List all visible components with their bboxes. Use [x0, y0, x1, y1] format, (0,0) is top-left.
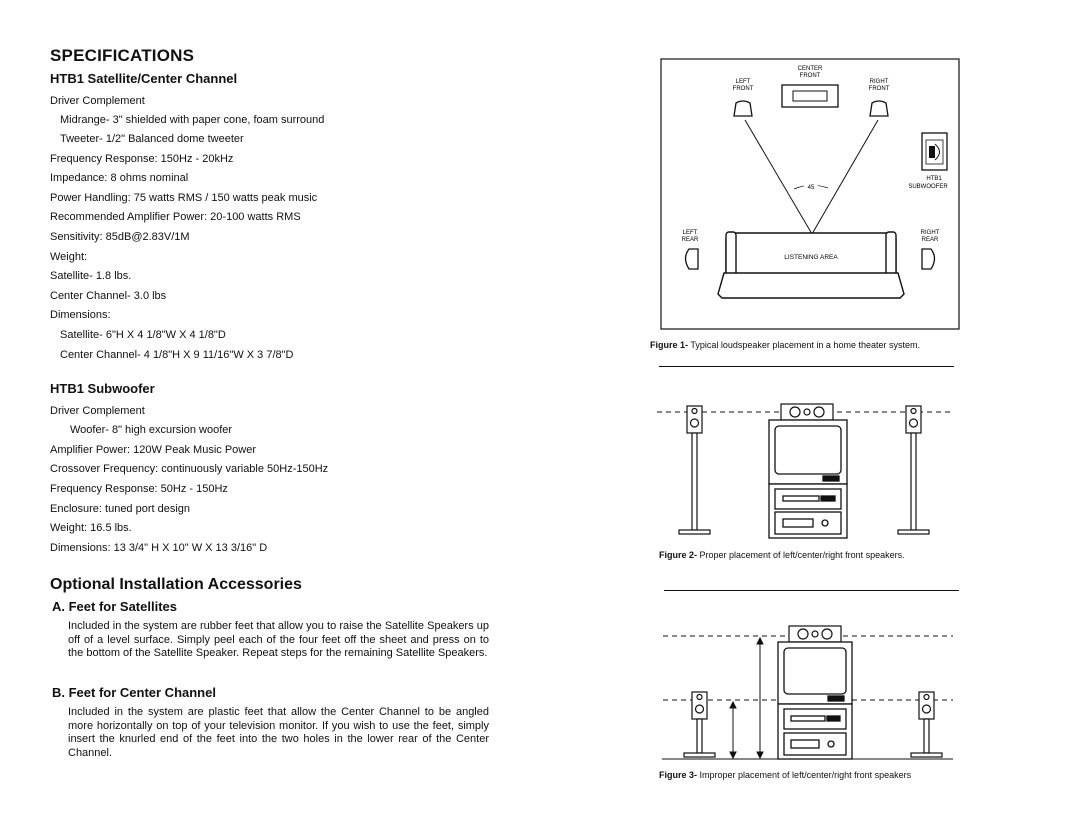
- height-arrows-icon: [730, 638, 763, 758]
- satellite-heading: HTB1 Satellite/Center Channel: [50, 71, 238, 86]
- spec-line: Woofer- 8" high excursion woofer: [70, 424, 233, 436]
- spec-line: Amplifier Power: 120W Peak Music Power: [50, 444, 257, 456]
- subwoofer-label-1: HTB1: [926, 176, 942, 182]
- left-rear-label-2: REAR: [681, 237, 699, 243]
- accessories-heading: Optional Installation Accessories: [50, 576, 302, 593]
- av-cabinet-icon: [769, 484, 847, 538]
- figure-1-caption: Figure 1- Typical loudspeaker placement in a home theater system.: [650, 340, 920, 350]
- center-speaker-icon: [789, 626, 841, 642]
- left-rear-label-1: LEFT: [682, 230, 698, 236]
- right-rear-label-1: RIGHT: [920, 230, 940, 236]
- television-icon: [778, 642, 852, 704]
- spec-line: Midrange- 3" shielded with paper cone, foam surround: [60, 114, 325, 126]
- right-speaker-stand-icon: [911, 692, 942, 757]
- spec-line: Tweeter- 1/2" Balanced dome tweeter: [60, 133, 244, 145]
- spec-line: Dimensions: 13 3/4" H X 10" W X 13 3/16" D: [50, 542, 268, 554]
- spec-line: Driver Complement: [50, 405, 145, 417]
- figure-1-diagram: [660, 58, 960, 330]
- feet-satellites-heading: A. Feet for Satellites: [52, 599, 177, 614]
- listening-area-label: LISTENING AREA: [784, 254, 838, 261]
- feet-satellites-text: Included in the system are rubber feet that allow you to raise the Satellite Speakers up off of a level surface. Simply peel each of the four feet off the sheet and press on to the bottom of the Satellite Speaker. Repeat steps for the remaining Satellite Speakers.: [68, 620, 489, 660]
- left-front-label-2: FRONT: [732, 86, 754, 92]
- divider: [664, 590, 959, 591]
- figure-3-caption: Figure 3- Improper placement of left/center/right front speakers: [659, 770, 912, 780]
- left-speaker-stand-icon: [679, 406, 710, 534]
- spec-line: Dimensions:: [50, 309, 111, 321]
- figure-2-caption: Figure 2- Proper placement of left/center/right front speakers.: [659, 550, 905, 560]
- left-speaker-stand-icon: [684, 692, 715, 757]
- subwoofer-label-2: SUBWOOFER: [908, 184, 948, 190]
- television-icon: [769, 420, 847, 484]
- spec-line: Center Channel- 4 1/8"H X 9 11/16"W X 3 7/8"D: [60, 349, 294, 361]
- center-label-2: FRONT: [799, 73, 821, 79]
- spec-line: Satellite- 1.8 lbs.: [50, 270, 132, 282]
- center-label-1: CENTER: [797, 66, 823, 72]
- spec-line: Frequency Response: 150Hz - 20kHz: [50, 153, 234, 165]
- spec-line: Frequency Response: 50Hz - 150Hz: [50, 483, 228, 495]
- spec-line: Sensitivity: 85dB@2.83V/1M: [50, 231, 190, 243]
- page-title: SPECIFICATIONS: [50, 46, 195, 65]
- subwoofer-heading: HTB1 Subwoofer: [50, 381, 155, 396]
- spec-line: Power Handling: 75 watts RMS / 150 watts peak music: [50, 192, 318, 204]
- right-front-label-1: RIGHT: [869, 79, 889, 85]
- spec-line: Weight: 16.5 lbs.: [50, 522, 132, 534]
- right-speaker-stand-icon: [898, 406, 929, 534]
- figure-2-diagram: [655, 400, 955, 542]
- feet-center-heading: B. Feet for Center Channel: [52, 685, 216, 700]
- spec-line: Crossover Frequency: continuously variable 50Hz-150Hz: [50, 463, 329, 475]
- left-front-label-1: LEFT: [735, 79, 751, 85]
- spec-line: Weight:: [50, 251, 88, 263]
- divider: [659, 366, 954, 367]
- right-front-label-2: FRONT: [868, 86, 890, 92]
- spec-line: Recommended Amplifier Power: 20-100 watts RMS: [50, 211, 301, 223]
- spec-line: Impedance: 8 ohms nominal: [50, 172, 189, 184]
- spec-line: Driver Complement: [50, 95, 145, 107]
- right-rear-label-2: REAR: [921, 237, 939, 243]
- feet-center-text: Included in the system are plastic feet that allow the Center Channel to be angled more horizontally on top of your television monitor. If you wish to use the feet, simply insert the knurled end of the feet into the two holes in the lower rear of the Center Channel.: [68, 706, 489, 759]
- figure-3-diagram: [655, 620, 960, 765]
- av-cabinet-icon: [778, 704, 852, 759]
- center-speaker-icon: [781, 404, 833, 420]
- spec-line: Center Channel- 3.0 lbs: [50, 290, 167, 302]
- spec-line: Enclosure: tuned port design: [50, 503, 191, 515]
- angle-label: 45: [807, 185, 815, 191]
- sofa-icon: [718, 232, 904, 298]
- spec-line: Satellite- 6"H X 4 1/8"W X 4 1/8"D: [60, 329, 226, 341]
